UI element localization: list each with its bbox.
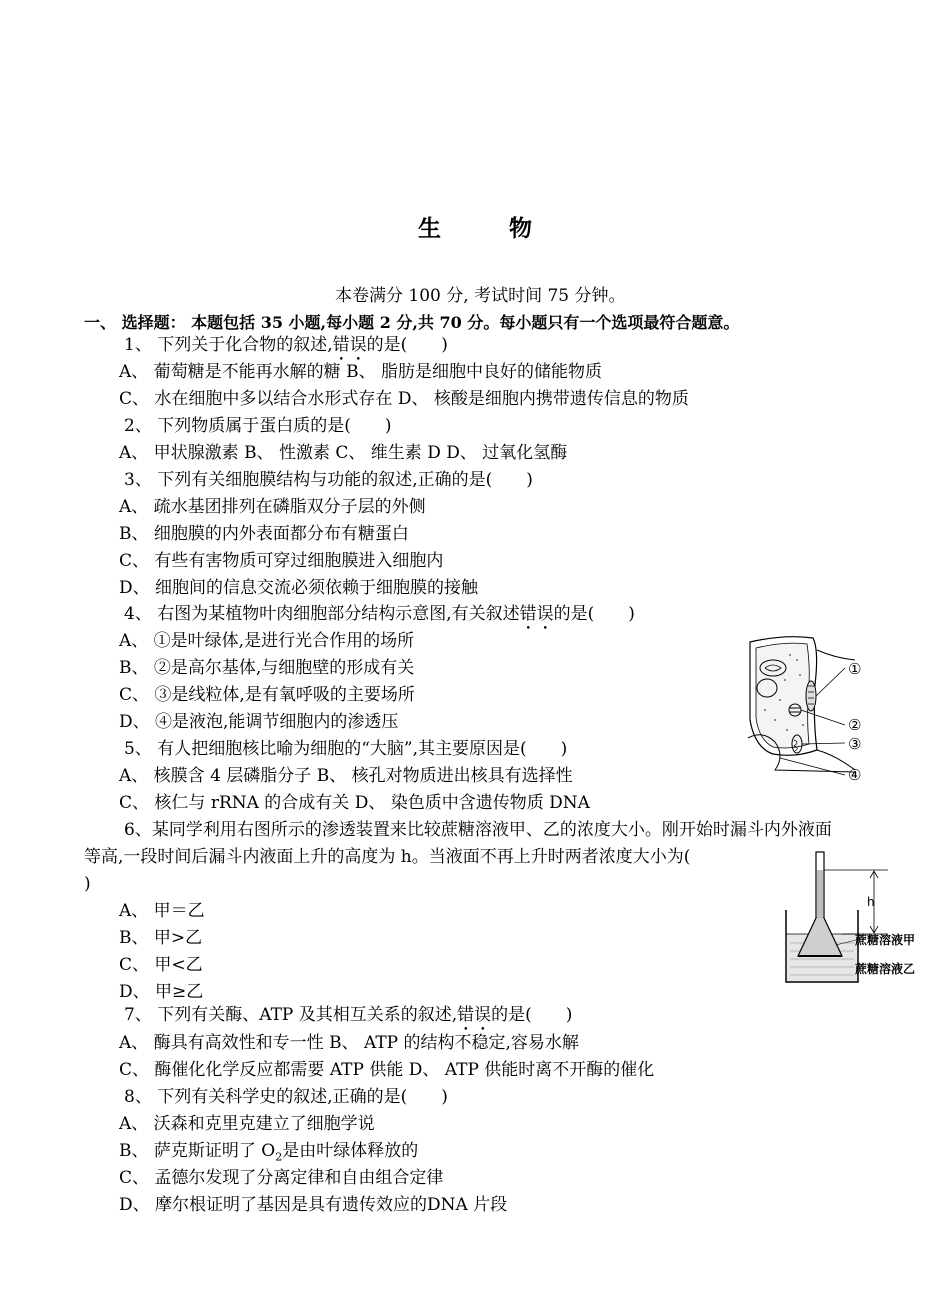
label-solution-yi: 蔗糖溶液乙 bbox=[855, 962, 916, 976]
question-7-stem: 7、 下列有关酶、ATP 及其相互关系的叙述,错误的是( ) bbox=[124, 1005, 573, 1025]
question-2-stem: 2、 下列物质属于蛋白质的是( ) bbox=[124, 416, 392, 436]
question-3-stem: 3、 下列有关细胞膜结构与功能的叙述,正确的是( ) bbox=[124, 470, 533, 490]
question-4-option-b: B、 ②是高尔基体,与细胞壁的形成有关 bbox=[119, 658, 415, 678]
question-1-options-ab: A、 葡萄糖是不能再水解的糖 B、 脂肪是细胞中良好的储能物质 bbox=[119, 362, 602, 382]
question-6-line-1: 6、某同学利用右图所示的渗透装置来比较蔗糖溶液甲、乙的浓度大小。刚开始时漏斗内外液面 bbox=[124, 820, 832, 840]
section-heading: 一、 选择题： 本题包括 35 小题,每小题 2 分,共 70 分。每小题只有一个选项最符合题意。 bbox=[84, 313, 740, 332]
exam-intro: 本卷满分 100 分, 考试时间 75 分钟。 bbox=[335, 286, 626, 306]
question-3-option-d: D、 细胞间的信息交流必须依赖于细胞膜的接触 bbox=[119, 578, 479, 598]
figure-label-3: ③ bbox=[848, 735, 862, 753]
page-title: 生 物 bbox=[417, 215, 562, 242]
question-8-option-b: B、 萨克斯证明了 $O_2$是由叶绿体释放的 bbox=[119, 1141, 419, 1164]
figure-label-1: ① bbox=[848, 660, 862, 678]
question-6-option-b: B、 甲>乙 bbox=[119, 928, 203, 948]
question-5-stem: 5、 有人把细胞核比喻为细胞的“大脑”,其主要原因是( ) bbox=[124, 739, 568, 759]
question-7-options-cd: C、 酶催化化学反应都需要 ATP 供能 D、 ATP 供能时离不开酶的催化 bbox=[119, 1060, 655, 1080]
question-7-options-ab: A、 酶具有高效性和专一性 B、 ATP 的结构不稳定,容易水解 bbox=[119, 1033, 579, 1053]
question-6-option-a: A、 甲＝乙 bbox=[119, 901, 205, 921]
label-h: h bbox=[867, 895, 875, 909]
question-2-options: A、 甲状腺激素 B、 性激素 C、 维生素 D D、 过氧化氢酶 bbox=[119, 443, 568, 463]
question-5-options-ab: A、 核膜含 4 层磷脂分子 B、 核孔对物质进出核具有选择性 bbox=[119, 766, 573, 786]
question-6-option-c: C、 甲<乙 bbox=[119, 955, 203, 975]
question-4-option-a: A、 ①是叶绿体,是进行光合作用的场所 bbox=[119, 631, 415, 651]
plant-cell-figure bbox=[745, 630, 875, 785]
question-1-options-cd: C、 水在细胞中多以结合水形式存在 D、 核酸是细胞内携带遗传信息的物质 bbox=[119, 389, 689, 409]
question-3-option-b: B、 细胞膜的内外表面都分布有糖蛋白 bbox=[119, 524, 409, 544]
figure-label-4: ④ bbox=[848, 766, 862, 784]
label-solution-jia: 蔗糖溶液甲 bbox=[855, 933, 916, 947]
question-6-line-3: ) bbox=[84, 874, 91, 894]
question-8-stem: 8、 下列有关科学史的叙述,正确的是( ) bbox=[124, 1087, 448, 1107]
question-6-option-d: D、 甲≥乙 bbox=[119, 982, 204, 1002]
question-8-option-c: C、 孟德尔发现了分离定律和自由组合定律 bbox=[119, 1168, 444, 1188]
question-1-stem: 1、 下列关于化合物的叙述,错误的是( ) bbox=[124, 335, 448, 355]
question-4-option-c: C、 ③是线粒体,是有氧呼吸的主要场所 bbox=[119, 685, 415, 705]
question-3-option-c: C、 有些有害物质可穿过细胞膜进入细胞内 bbox=[119, 551, 444, 571]
question-4-option-d: D、 ④是液泡,能调节细胞内的渗透压 bbox=[119, 712, 399, 732]
question-8-option-d: D、 摩尔根证明了基因是具有遗传效应的DNA 片段 bbox=[119, 1195, 508, 1215]
cell-membrane bbox=[756, 643, 809, 748]
question-8-option-a: A、 沃森和克里克建立了细胞学说 bbox=[119, 1114, 375, 1134]
question-6-line-2: 等高,一段时间后漏斗内液面上升的高度为 h。当液面不再上升时两者浓度大小为( bbox=[84, 847, 691, 867]
question-5-options-cd: C、 核仁与 rRNA 的合成有关 D、 染色质中含遗传物质 DNA bbox=[119, 793, 590, 813]
chloroplast-shape bbox=[806, 681, 816, 711]
question-3-option-a: A、 疏水基团排列在磷脂双分子层的外侧 bbox=[119, 497, 426, 517]
osmosis-apparatus-figure bbox=[778, 848, 930, 988]
figure-label-2: ② bbox=[848, 716, 862, 734]
question-4-stem: 4、 右图为某植物叶肉细胞部分结构示意图,有关叙述错误的是( ) bbox=[124, 604, 635, 624]
